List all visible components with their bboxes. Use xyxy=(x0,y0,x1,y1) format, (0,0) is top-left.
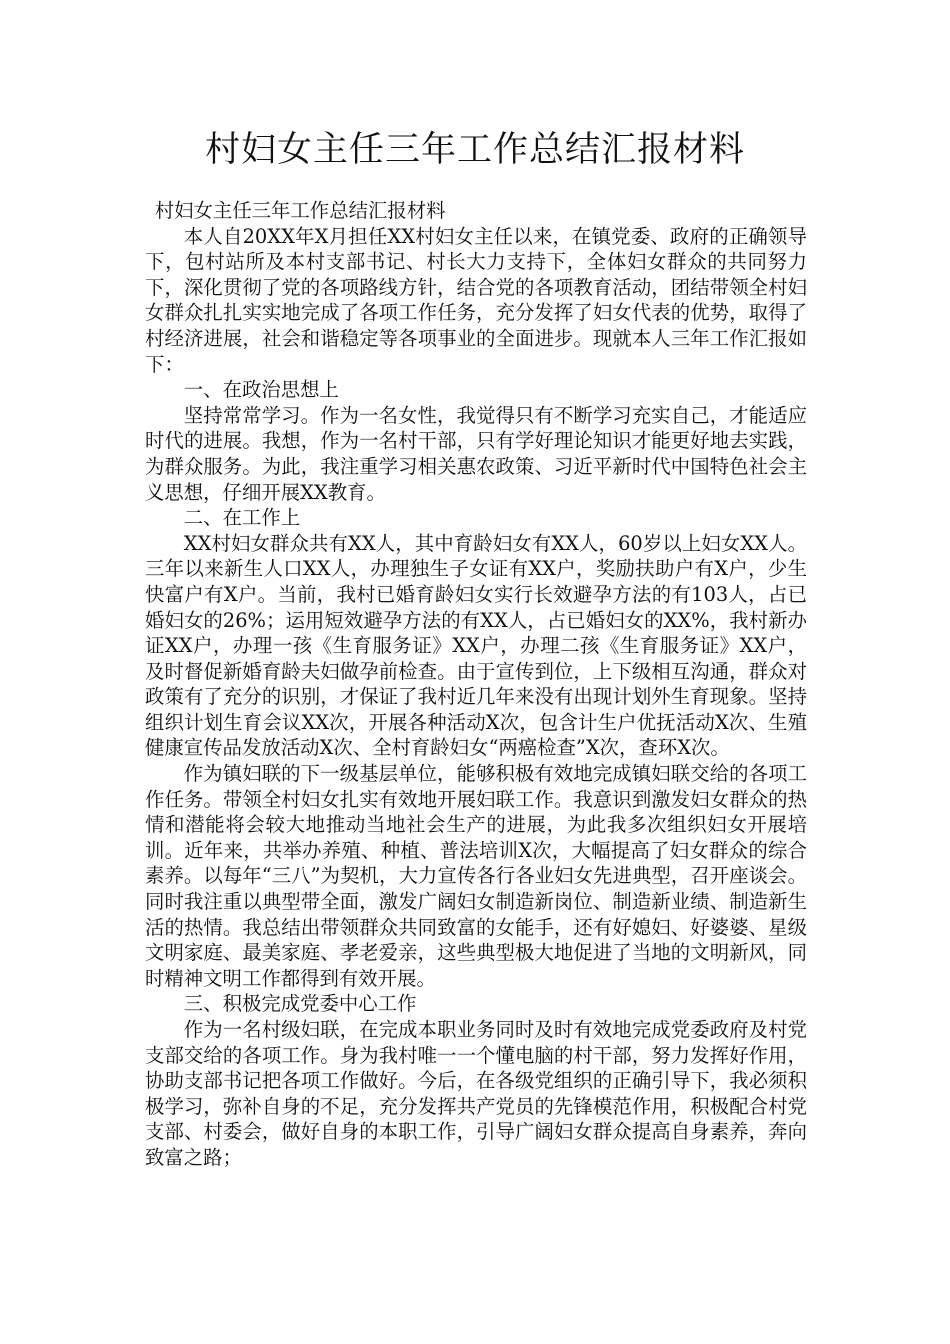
body-heading: 村妇女主任三年工作总结汇报材料 xyxy=(154,199,446,222)
paragraph-work-federation: 作为镇妇联的下一级基层单位，能够积极有效地完成镇妇联交给的各项工作任务。带领全村妇女扎实有效地开展妇联工作。我意识到激发妇女群众的热情和潜能将会较大地推动当地社会生产的进展，为此我多次组织妇女开展培训。近年来，共举办养殖、种植、普法培训X次，大幅提高了妇女群众的综合素养。以每年“三八”为契机，大力宣传各行各业妇女先进典型，召开座谈会。同时我注重以典型带全面，激发广阔妇女制造新岗位、制造新业绩、制造新生活的热情。我总结出带领群众共同致富的女能手，还有好媳妇、好婆婆、星级文明家庭、最美家庭、孝老爱亲，这些典型极大地促进了当地的文明新风，同时精神文明工作都得到有效开展。 xyxy=(145,762,807,990)
document-body xyxy=(145,198,807,1171)
paragraph-party: 作为一名村级妇联，在完成本职业务同时及时有效地完成党委政府及村党支部交给的各项工作。身为我村唯一一个懂电脑的村干部，努力发挥好作用，协助支部书记把各项工作做好。今后，在各级党组织的正确引导下，我必须积极学习，弥补自身的不足，充分发挥共产党员的先锋模范作用，积极配合村党支部、村委会，做好自身的本职工作，引导广阔妇女群众提高自身素养，奔向致富之路； xyxy=(145,1018,807,1169)
section-heading-work: 二、在工作上 xyxy=(183,506,301,530)
section-heading-party: 三、积极完成党委中心工作 xyxy=(183,992,417,1016)
section-heading-political: 一、在政治思想上 xyxy=(183,378,339,402)
paragraph-intro: 本人自20XX年X月担任XX村妇女主任以来，在镇党委、政府的正确领导下，包村站所及本村支部书记、村长大力支持下，全体妇女群众的共同努力下，深化贯彻了党的各项路线方针，结合党的各项教育活动，团结带领全村妇女群众扎扎实实地完成了各项工作任务，充分发挥了妇女代表的优势，取得了村经济进展，社会和谐稳定等各项事业的全面进步。现就本人三年工作汇报如下： xyxy=(145,224,807,376)
paragraph-political: 坚持常常学习。作为一名女性，我觉得只有不断学习充实自己，才能适应时代的进展。我想，作为一名村干部，只有学好理论知识才能更好地去实践，为群众服务。为此，我注重学习相关惠农政策、习近平新时代中国特色社会主义思想，仔细开展XX教育。 xyxy=(145,403,807,504)
document-title: 村妇女主任三年工作总结汇报材料 xyxy=(204,130,745,170)
paragraph-work-statistics: XX村妇女群众共有XX人，其中育龄妇女有XX人，60岁以上妇女XX人。三年以来新生人口XX人，办理独生子女证有XX户，奖励扶助户有X户，少生快富户有X户。当前，我村已婚育龄妇女实行长效避孕方法的有103人，占已婚妇女的26%；运用短效避孕方法的有XX人，占已婚妇女的XX%，我村新办证XX户，办理一孩《生育服务证》XX户，办理二孩《生育服务证》XX户，及时督促新婚育龄夫妇做孕前检查。由于宣传到位，上下级相互沟通，群众对政策有了充分的识别，才保证了我村近几年来没有出现计划外生育现象。坚持组织计划生育会议XX次，开展各种活动X次，包含计生户优抚活动X次、生殖健康宣传品发放活动X次、全村育龄妇女“两癌检查”X次，查环X次。 xyxy=(145,531,807,760)
